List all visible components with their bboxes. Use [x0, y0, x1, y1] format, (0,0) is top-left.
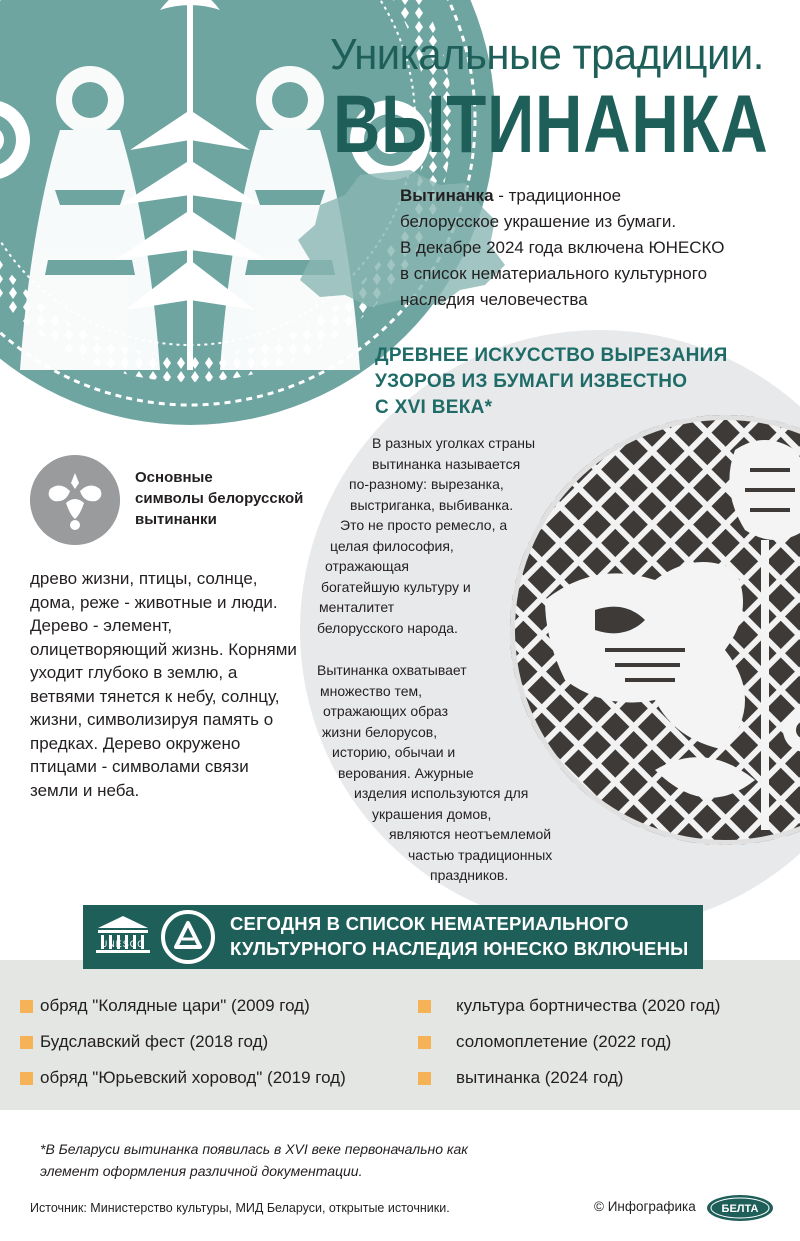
p1-line: белорусского народа.: [317, 619, 458, 636]
list-item-label: обряд "Юрьевский хоровод" (2019 год): [40, 1068, 346, 1087]
p1-line: выстриганка, выбиванка.: [350, 496, 514, 513]
p2-line: историю, обычаи и: [332, 744, 456, 760]
unesco-list-left: [20, 988, 346, 1096]
unesco-list-right: [418, 988, 720, 1096]
title-line-2: ВЫТИНАНКА: [333, 79, 769, 170]
intro-line-5: наследия человечества: [400, 290, 588, 309]
intro-line-2: белорусское украшение из бумаги.: [400, 212, 677, 231]
symbols-label-line-3: вытинанки: [135, 511, 217, 528]
list-item-label: соломоплетение (2022 год): [456, 1032, 672, 1051]
unesco-logo-text: UNESCO: [100, 939, 146, 949]
list-item: [418, 988, 720, 1024]
p2-line: изделия используются для: [354, 785, 529, 801]
bullet-square-icon: [418, 1072, 431, 1085]
footnote-line-2: элемент оформления различной документации.: [40, 1163, 363, 1179]
footnote-line-1: *В Беларуси вытинанка появилась в XVI веке первоначально как: [40, 1141, 468, 1157]
p1-line: по-разному: вырезанка,: [349, 476, 504, 492]
list-item-label: культура бортничества (2020 год): [456, 996, 721, 1015]
unesco-heading: [230, 911, 700, 961]
intro-line-3: В декабре 2024 года включена ЮНЕСКО: [400, 238, 725, 257]
symbols-label: [135, 467, 325, 530]
p1-line: Это не просто ремесло, а: [340, 517, 508, 533]
ich-logo-icon: [160, 909, 216, 965]
bullet-square-icon: [20, 1000, 33, 1013]
p2-line: отражающих образ: [323, 703, 448, 719]
p2-line: множество тем,: [320, 682, 423, 699]
p1-line: В разных уголках страны: [372, 435, 536, 451]
p2-line: Вытинанка охватывает: [317, 662, 467, 678]
intro-term: Вытинанка: [400, 186, 494, 205]
bullet-square-icon: [418, 1036, 431, 1049]
symbols-label-line-1: Основные: [135, 469, 213, 486]
title-line-1: Уникальные традиции.: [330, 30, 764, 79]
list-item: [20, 988, 346, 1024]
footnote: [40, 1138, 600, 1182]
p2-line: украшения домов,: [372, 805, 492, 822]
p2-line: жизни белорусов,: [322, 723, 438, 740]
bird-symbol-icon: [30, 455, 120, 545]
list-item: [20, 1060, 346, 1096]
symbols-label-line-2: символы белорусской: [135, 490, 304, 507]
belta-logo-text: БЕЛТА: [721, 1203, 759, 1215]
intro-line-4: в список нематериального культурного: [400, 264, 708, 283]
ancient-paragraph-2: [312, 660, 582, 886]
belta-logo-icon: [706, 1194, 774, 1222]
symbols-text: древо жизни, птицы, солнце, дома, реже - животные и люди. Дерево - элемент, олицетворяющий жизнь. Корнями уходит глубоко в землю, а ветвями тянется к небу, солнцу, жизни, символизируя память о предках. Дерево окружено птицами - символами связи земли и неба.: [30, 569, 297, 800]
credit-text: © Инфографика: [594, 1199, 696, 1214]
bullet-square-icon: [20, 1072, 33, 1085]
list-item: [418, 1024, 720, 1060]
ancient-heading-line-3: С XVI ВЕКА*: [375, 397, 493, 418]
p1-line: менталитет: [319, 599, 395, 615]
list-item: [20, 1024, 346, 1060]
p2-line: праздников.: [430, 867, 509, 883]
intro-text: [400, 183, 780, 313]
intro-line-1: - традиционное: [493, 186, 622, 205]
p1-line: целая философия,: [330, 537, 454, 554]
p1-line: отражающая: [325, 558, 409, 574]
unesco-logo-icon: [92, 912, 154, 962]
p1-line: богатейшую культуру и: [321, 578, 471, 595]
source-text: Источник: Министерство культуры, МИД Беларуси, открытые источники.: [30, 1201, 450, 1215]
unesco-heading-line-2: КУЛЬТУРНОГО НАСЛЕДИЯ ЮНЕСКО ВКЛЮЧЕНЫ: [230, 938, 689, 959]
p2-line: частью традиционных: [408, 846, 553, 863]
list-item-label: обряд "Колядные цари" (2009 год): [40, 996, 310, 1015]
ancient-heading-line-2: УЗОРОВ ИЗ БУМАГИ ИЗВЕСТНО: [375, 371, 688, 392]
list-item-label: вытинанка (2024 год): [456, 1068, 624, 1087]
bullet-square-icon: [20, 1036, 33, 1049]
bullet-square-icon: [418, 1000, 431, 1013]
p2-line: верования. Ажурные: [338, 764, 474, 781]
list-item: [418, 1060, 720, 1096]
ancient-paragraph-1: [312, 433, 552, 638]
p2-line: являются неотъемлемой: [389, 826, 552, 842]
p1-line: вытинанка называется: [372, 455, 521, 472]
unesco-heading-line-1: СЕГОДНЯ В СПИСОК НЕМАТЕРИАЛЬНОГО: [230, 913, 629, 934]
list-item-label: Будславский фест (2018 год): [40, 1032, 269, 1051]
ancient-heading-line-1: ДРЕВНЕЕ ИСКУССТВО ВЫРЕЗАНИЯ: [375, 345, 728, 366]
